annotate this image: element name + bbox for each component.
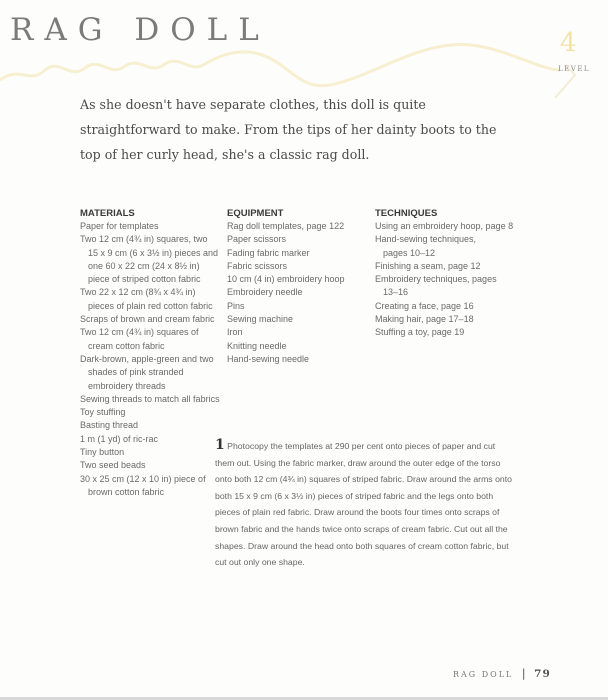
list-item: Hand-sewing needle	[227, 353, 310, 364]
list-item: Embroidery techniques, pages 13–16	[375, 274, 497, 298]
materials-list	[80, 220, 225, 499]
equipment-heading: EQUIPMENT	[227, 208, 284, 219]
page-number: 79	[534, 668, 551, 680]
instruction-step-1	[215, 437, 515, 571]
techniques-heading: TECHNIQUES	[375, 208, 438, 219]
list-item: Paper for templates	[80, 221, 159, 231]
list-item: 30 x 25 cm (12 x 10 in) piece of brown cotton fabric	[80, 473, 206, 497]
list-item: 10 cm (4 in) embroidery hoop	[227, 274, 345, 285]
equipment-list	[227, 220, 367, 366]
list-item: Basting thread	[80, 420, 139, 431]
techniques-list	[375, 220, 525, 340]
footer-separator: |	[521, 667, 526, 680]
list-item: Toy stuffing	[80, 407, 126, 418]
list-item: Scraps of brown and cream fabric	[80, 314, 215, 325]
list-item: Paper scissors	[227, 234, 287, 245]
techniques-column	[375, 207, 525, 340]
intro-paragraph: As she doesn't have separate clothes, this doll is quite straightforward to make. From the tips of her dainty boots to the top of her curly head, she's a classic rag doll.	[80, 97, 497, 162]
list-item: Finishing a seam, page 12	[375, 260, 481, 271]
level-number: 4	[560, 28, 577, 58]
materials-heading: MATERIALS	[80, 208, 135, 219]
list-item: Two 12 cm (4¾ in) squares, two 15 x 9 cm (6 x 3½ in) pieces and one 60 x 22 cm (24 x 8½ in) piece of striped cotton fabric	[80, 234, 219, 285]
materials-column	[80, 207, 225, 499]
list-item: Iron	[227, 327, 243, 338]
list-item: Making hair, page 17–18	[375, 314, 474, 325]
list-item: Fabric scissors	[227, 260, 288, 271]
list-item: Knitting needle	[227, 340, 287, 351]
list-item: Stuffing a toy, page 19	[375, 327, 465, 338]
list-item: Dark-brown, apple-green and two shades of pink stranded embroidery threads	[80, 353, 214, 391]
list-item: Pins	[227, 300, 245, 311]
running-title: RAG DOLL	[453, 670, 514, 679]
list-item: Two seed beads	[80, 460, 146, 471]
step-text: Photocopy the templates at 290 per cent onto pieces of paper and cut them out. Using the fabric marker, draw around the outer edge of the torso onto both 12 cm (4¾ in) squares of striped fabric. Draw around the arms onto both 15 x 9 cm (6 x 3½ in) pieces of striped fabric and the legs onto both pieces of plain red fabric. Draw around the boots four times onto scraps of brown fabric and the hands twice onto scraps of cream fabric. Cut out all the shapes. Draw around the head onto both squares of cream cotton fabric, but cut out only one shape.	[215, 441, 512, 568]
list-item: Using an embroidery hoop, page 8	[375, 221, 514, 231]
list-item: Hand-sewing techniques, pages 10–12	[375, 234, 477, 258]
list-item: 1 m (1 yd) of ric-rac	[80, 433, 159, 444]
page-footer	[453, 667, 551, 680]
page-title: RAG DOLL	[10, 12, 270, 48]
list-item: Sewing machine	[227, 314, 294, 325]
list-item: Embroidery needle	[227, 287, 303, 298]
list-item: Creating a face, page 16	[375, 300, 474, 311]
list-item: Two 12 cm (4¾ in) squares of cream cotton fabric	[80, 327, 199, 351]
list-item: Two 22 x 12 cm (8¾ x 4¾ in) pieces of plain red cotton fabric	[80, 287, 213, 311]
level-label: LEVEL	[558, 65, 591, 73]
equipment-column	[227, 207, 367, 366]
list-item: Sewing threads to match all fabrics	[80, 393, 220, 404]
list-item: Rag doll templates, page 122	[227, 221, 345, 231]
list-item: Fading fabric marker	[227, 247, 310, 258]
step-number: 1	[215, 437, 225, 453]
list-item: Tiny button	[80, 447, 125, 458]
